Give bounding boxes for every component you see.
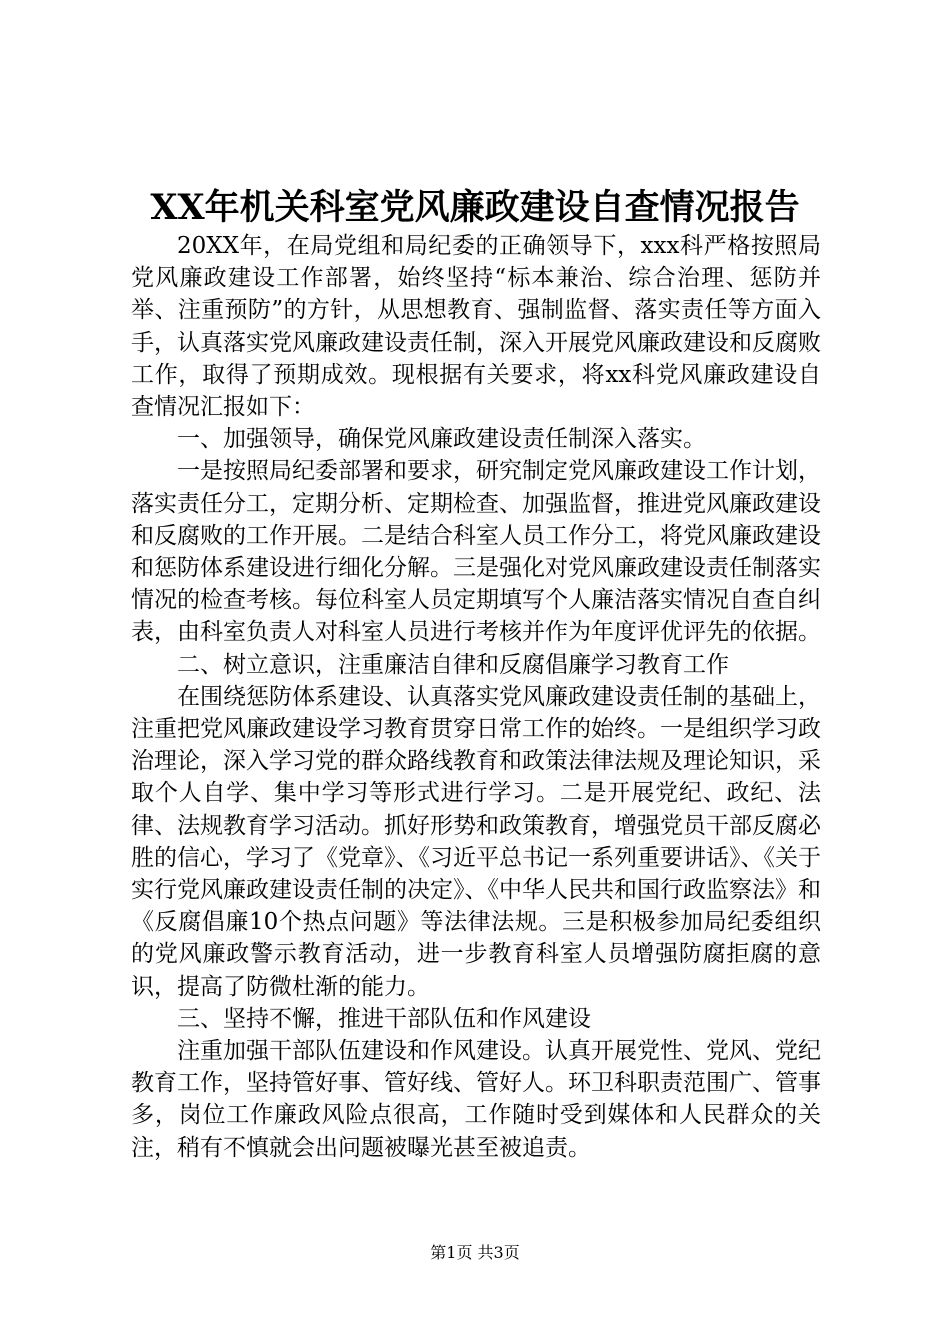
paragraph-intro: 20XX年，在局党组和局纪委的正确领导下，xxx科严格按照局党风廉政建设工作部署，始终坚持“标本兼治、综合治理、惩防并举、注重预防”的方针，从思想教育、强制监督、落实责任等方面入手，认真落实党风廉政建设责任制，深入开展党风廉政建设和反腐败工作，取得了预期成效。现根据有关要求，将xx科党风廉政建设自查情况汇报如下： (131, 233, 821, 421)
document-body (131, 230, 821, 1164)
page-number-footer: 第1页 共3页 (430, 1243, 520, 1262)
section-heading-1: 一、加强领导，确保党风廉政建设责任制深入落实。 (177, 426, 706, 453)
document-title: XX年机关科室党风廉政建设自查情况报告 (150, 187, 800, 228)
paragraph-section-3: 注重加强干部队伍建设和作风建设。认真开展党性、党风、党纪教育工作，坚持管好事、管好线、管好人。环卫科职责范围广、管事多，岗位工作廉政风险点很高，工作随时受到媒体和人民群众的关注，稍有不慎就会出问题被曝光甚至被追责。 (131, 1038, 821, 1161)
paragraph-section-2: 在围绕惩防体系建设、认真落实党风廉政建设责任制的基础上，注重把党风廉政建设学习教育贯穿日常工作的始终。一是组织学习政治理论，深入学习党的群众路线教育和政策法律法规及理论知识，采取个人自学、集中学习等形式进行学习。二是开展党纪、政纪、法律、法规教育学习活动。抓好形势和政策教育，增强党员干部反腐必胜的信心，学习了《党章》、《习近平总书记一系列重要讲话》、《关于实行党风廉政建设责任制的决定》、《中华人民共和国行政监察法》和《反腐倡廉10个热点问题》等法律法规。三是积极参加局纪委组织的党风廉政警示教育活动，进一步教育科室人员增强防腐拒腐的意识，提高了防微杜渐的能力。 (131, 683, 821, 1000)
section-heading-2: 二、树立意识，注重廉洁自律和反腐倡廉学习教育工作 (177, 651, 729, 678)
section-heading-3: 三、坚持不懈，推进干部队伍和作风建设 (177, 1005, 591, 1032)
paragraph-section-1: 一是按照局纪委部署和要求，研究制定党风廉政建设工作计划，落实责任分工，定期分析、定期检查、加强监督，推进党风廉政建设和反腐败的工作开展。二是结合科室人员工作分工，将党风廉政建设和惩防体系建设进行细化分解。三是强化对党风廉政建设责任制落实情况的检查考核。每位科室人员定期填写个人廉洁落实情况自查自纠表，由科室负责人对科室人员进行考核并作为年度评优评先的依据。 (131, 458, 821, 646)
